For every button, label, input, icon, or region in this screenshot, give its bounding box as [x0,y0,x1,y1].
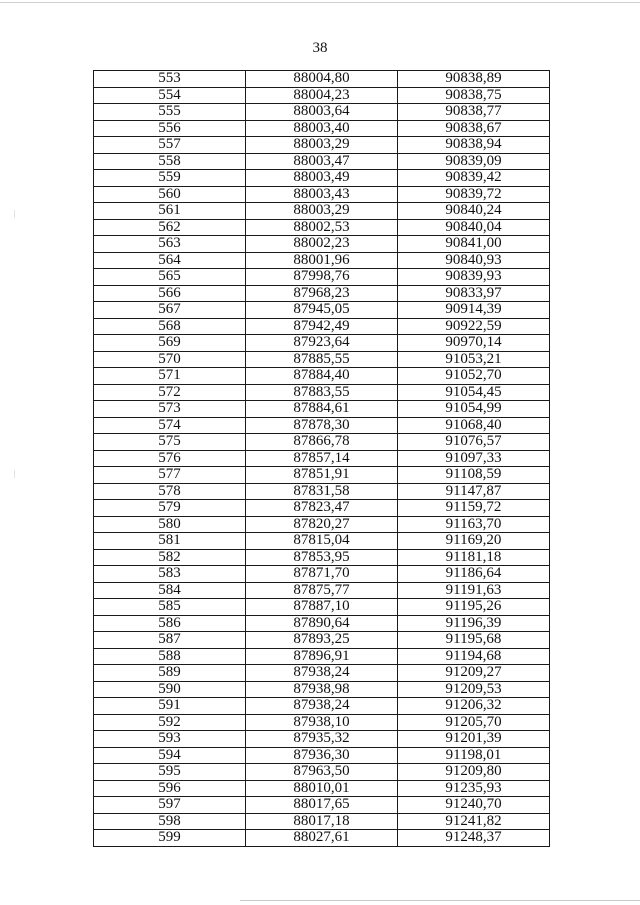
table-row [94,450,550,467]
point-number-cell: 581 [94,533,246,550]
margin-mark [14,210,15,218]
point-number-cell: 561 [94,203,246,220]
table-row [94,434,550,451]
top-scan-edge [0,2,640,3]
x-coordinate-cell: 87871,70 [246,566,398,583]
x-coordinate-cell: 87866,78 [246,434,398,451]
x-coordinate-cell: 88010,01 [246,780,398,797]
y-coordinate-cell: 90840,04 [398,219,550,236]
table-row [94,615,550,632]
point-number-cell: 570 [94,351,246,368]
point-number-cell: 568 [94,318,246,335]
x-coordinate-cell: 87857,14 [246,450,398,467]
x-coordinate-cell: 88004,23 [246,87,398,104]
table-row [94,252,550,269]
point-number-cell: 569 [94,335,246,352]
table-row [94,104,550,121]
y-coordinate-cell: 90841,00 [398,236,550,253]
point-number-cell: 583 [94,566,246,583]
x-coordinate-cell: 87938,24 [246,665,398,682]
y-coordinate-cell: 91054,45 [398,384,550,401]
table-row [94,384,550,401]
y-coordinate-cell: 91206,32 [398,698,550,715]
point-number-cell: 592 [94,714,246,731]
table-row [94,137,550,154]
table-row [94,203,550,220]
table-row [94,285,550,302]
y-coordinate-cell: 91097,33 [398,450,550,467]
x-coordinate-cell: 87890,64 [246,615,398,632]
point-number-cell: 587 [94,632,246,649]
point-number-cell: 582 [94,549,246,566]
x-coordinate-cell: 87851,91 [246,467,398,484]
table-row [94,269,550,286]
table-row [94,351,550,368]
x-coordinate-cell: 87884,40 [246,368,398,385]
x-coordinate-cell: 88017,18 [246,813,398,830]
y-coordinate-cell: 91209,80 [398,764,550,781]
point-number-cell: 555 [94,104,246,121]
margin-mark [14,470,15,478]
y-coordinate-cell: 91240,70 [398,797,550,814]
point-number-cell: 584 [94,582,246,599]
y-coordinate-cell: 90839,93 [398,269,550,286]
x-coordinate-cell: 87878,30 [246,417,398,434]
y-coordinate-cell: 91201,39 [398,731,550,748]
y-coordinate-cell: 90922,59 [398,318,550,335]
table-row [94,731,550,748]
y-coordinate-cell: 91194,68 [398,648,550,665]
y-coordinate-cell: 90970,14 [398,335,550,352]
point-number-cell: 596 [94,780,246,797]
y-coordinate-cell: 91241,82 [398,813,550,830]
table-row [94,533,550,550]
table-row [94,549,550,566]
x-coordinate-cell: 88002,23 [246,236,398,253]
table-row [94,302,550,319]
point-number-cell: 594 [94,747,246,764]
point-number-cell: 595 [94,764,246,781]
table-row [94,665,550,682]
table-row [94,483,550,500]
y-coordinate-cell: 90839,72 [398,186,550,203]
point-number-cell: 577 [94,467,246,484]
x-coordinate-cell: 87884,61 [246,401,398,418]
point-number-cell: 586 [94,615,246,632]
y-coordinate-cell: 91186,64 [398,566,550,583]
point-number-cell: 566 [94,285,246,302]
table-row [94,87,550,104]
point-number-cell: 567 [94,302,246,319]
point-number-cell: 593 [94,731,246,748]
x-coordinate-cell: 87893,25 [246,632,398,649]
table-row [94,368,550,385]
x-coordinate-cell: 87887,10 [246,599,398,616]
y-coordinate-cell: 91198,01 [398,747,550,764]
point-number-cell: 562 [94,219,246,236]
table-row [94,681,550,698]
x-coordinate-cell: 88003,40 [246,120,398,137]
table-row [94,648,550,665]
y-coordinate-cell: 90833,97 [398,285,550,302]
y-coordinate-cell: 90839,09 [398,153,550,170]
point-number-cell: 573 [94,401,246,418]
x-coordinate-cell: 87831,58 [246,483,398,500]
point-number-cell: 588 [94,648,246,665]
x-coordinate-cell: 87938,98 [246,681,398,698]
coordinates-table-body [94,71,550,847]
table-row [94,599,550,616]
y-coordinate-cell: 90838,94 [398,137,550,154]
table-row [94,153,550,170]
table-row [94,186,550,203]
table-row [94,401,550,418]
y-coordinate-cell: 91053,21 [398,351,550,368]
x-coordinate-cell: 88003,29 [246,203,398,220]
y-coordinate-cell: 90838,77 [398,104,550,121]
point-number-cell: 559 [94,170,246,187]
x-coordinate-cell: 87923,64 [246,335,398,352]
y-coordinate-cell: 91195,68 [398,632,550,649]
table-row [94,830,550,847]
table-row [94,120,550,137]
y-coordinate-cell: 90840,24 [398,203,550,220]
table-row [94,698,550,715]
x-coordinate-cell: 88003,64 [246,104,398,121]
y-coordinate-cell: 90838,89 [398,71,550,88]
y-coordinate-cell: 91248,37 [398,830,550,847]
x-coordinate-cell: 87945,05 [246,302,398,319]
point-number-cell: 599 [94,830,246,847]
point-number-cell: 554 [94,87,246,104]
y-coordinate-cell: 91108,59 [398,467,550,484]
point-number-cell: 565 [94,269,246,286]
table-row [94,318,550,335]
y-coordinate-cell: 91196,39 [398,615,550,632]
table-row [94,780,550,797]
y-coordinate-cell: 90838,67 [398,120,550,137]
point-number-cell: 575 [94,434,246,451]
x-coordinate-cell: 88003,43 [246,186,398,203]
table-row [94,797,550,814]
point-number-cell: 564 [94,252,246,269]
point-number-cell: 589 [94,665,246,682]
point-number-cell: 572 [94,384,246,401]
x-coordinate-cell: 88004,80 [246,71,398,88]
point-number-cell: 597 [94,797,246,814]
x-coordinate-cell: 87853,95 [246,549,398,566]
point-number-cell: 598 [94,813,246,830]
point-number-cell: 578 [94,483,246,500]
table-row [94,632,550,649]
table-row [94,764,550,781]
x-coordinate-cell: 87998,76 [246,269,398,286]
point-number-cell: 574 [94,417,246,434]
table-row [94,566,550,583]
x-coordinate-cell: 87936,30 [246,747,398,764]
x-coordinate-cell: 87942,49 [246,318,398,335]
point-number-cell: 558 [94,153,246,170]
table-row [94,219,550,236]
x-coordinate-cell: 87896,91 [246,648,398,665]
x-coordinate-cell: 87875,77 [246,582,398,599]
y-coordinate-cell: 91205,70 [398,714,550,731]
table-row [94,236,550,253]
y-coordinate-cell: 91068,40 [398,417,550,434]
y-coordinate-cell: 91147,87 [398,483,550,500]
y-coordinate-cell: 91209,53 [398,681,550,698]
x-coordinate-cell: 88001,96 [246,252,398,269]
y-coordinate-cell: 91209,27 [398,665,550,682]
table-row [94,714,550,731]
bottom-scan-edge [240,900,640,901]
y-coordinate-cell: 90840,93 [398,252,550,269]
y-coordinate-cell: 91169,20 [398,533,550,550]
x-coordinate-cell: 87820,27 [246,516,398,533]
point-number-cell: 556 [94,120,246,137]
x-coordinate-cell: 87968,23 [246,285,398,302]
x-coordinate-cell: 87938,10 [246,714,398,731]
point-number-cell: 590 [94,681,246,698]
x-coordinate-cell: 88003,49 [246,170,398,187]
table-row [94,500,550,517]
y-coordinate-cell: 90838,75 [398,87,550,104]
point-number-cell: 579 [94,500,246,517]
point-number-cell: 591 [94,698,246,715]
table-row [94,417,550,434]
y-coordinate-cell: 90914,39 [398,302,550,319]
y-coordinate-cell: 91181,18 [398,549,550,566]
x-coordinate-cell: 87823,47 [246,500,398,517]
x-coordinate-cell: 88027,61 [246,830,398,847]
x-coordinate-cell: 87883,55 [246,384,398,401]
x-coordinate-cell: 87935,32 [246,731,398,748]
x-coordinate-cell: 87885,55 [246,351,398,368]
page-number: 38 [312,40,328,56]
table-row [94,71,550,88]
y-coordinate-cell: 91163,70 [398,516,550,533]
x-coordinate-cell: 87815,04 [246,533,398,550]
table-row [94,170,550,187]
y-coordinate-cell: 90839,42 [398,170,550,187]
table-row [94,335,550,352]
table-row [94,813,550,830]
point-number-cell: 563 [94,236,246,253]
table-row [94,747,550,764]
y-coordinate-cell: 91159,72 [398,500,550,517]
coordinates-table [93,70,550,847]
point-number-cell: 560 [94,186,246,203]
point-number-cell: 553 [94,71,246,88]
x-coordinate-cell: 88017,65 [246,797,398,814]
table-row [94,516,550,533]
table-row [94,467,550,484]
point-number-cell: 557 [94,137,246,154]
y-coordinate-cell: 91195,26 [398,599,550,616]
x-coordinate-cell: 87963,50 [246,764,398,781]
y-coordinate-cell: 91052,70 [398,368,550,385]
y-coordinate-cell: 91191,63 [398,582,550,599]
table-row [94,582,550,599]
x-coordinate-cell: 88002,53 [246,219,398,236]
y-coordinate-cell: 91054,99 [398,401,550,418]
point-number-cell: 571 [94,368,246,385]
x-coordinate-cell: 87938,24 [246,698,398,715]
point-number-cell: 585 [94,599,246,616]
point-number-cell: 576 [94,450,246,467]
point-number-cell: 580 [94,516,246,533]
y-coordinate-cell: 91076,57 [398,434,550,451]
y-coordinate-cell: 91235,93 [398,780,550,797]
x-coordinate-cell: 88003,29 [246,137,398,154]
x-coordinate-cell: 88003,47 [246,153,398,170]
